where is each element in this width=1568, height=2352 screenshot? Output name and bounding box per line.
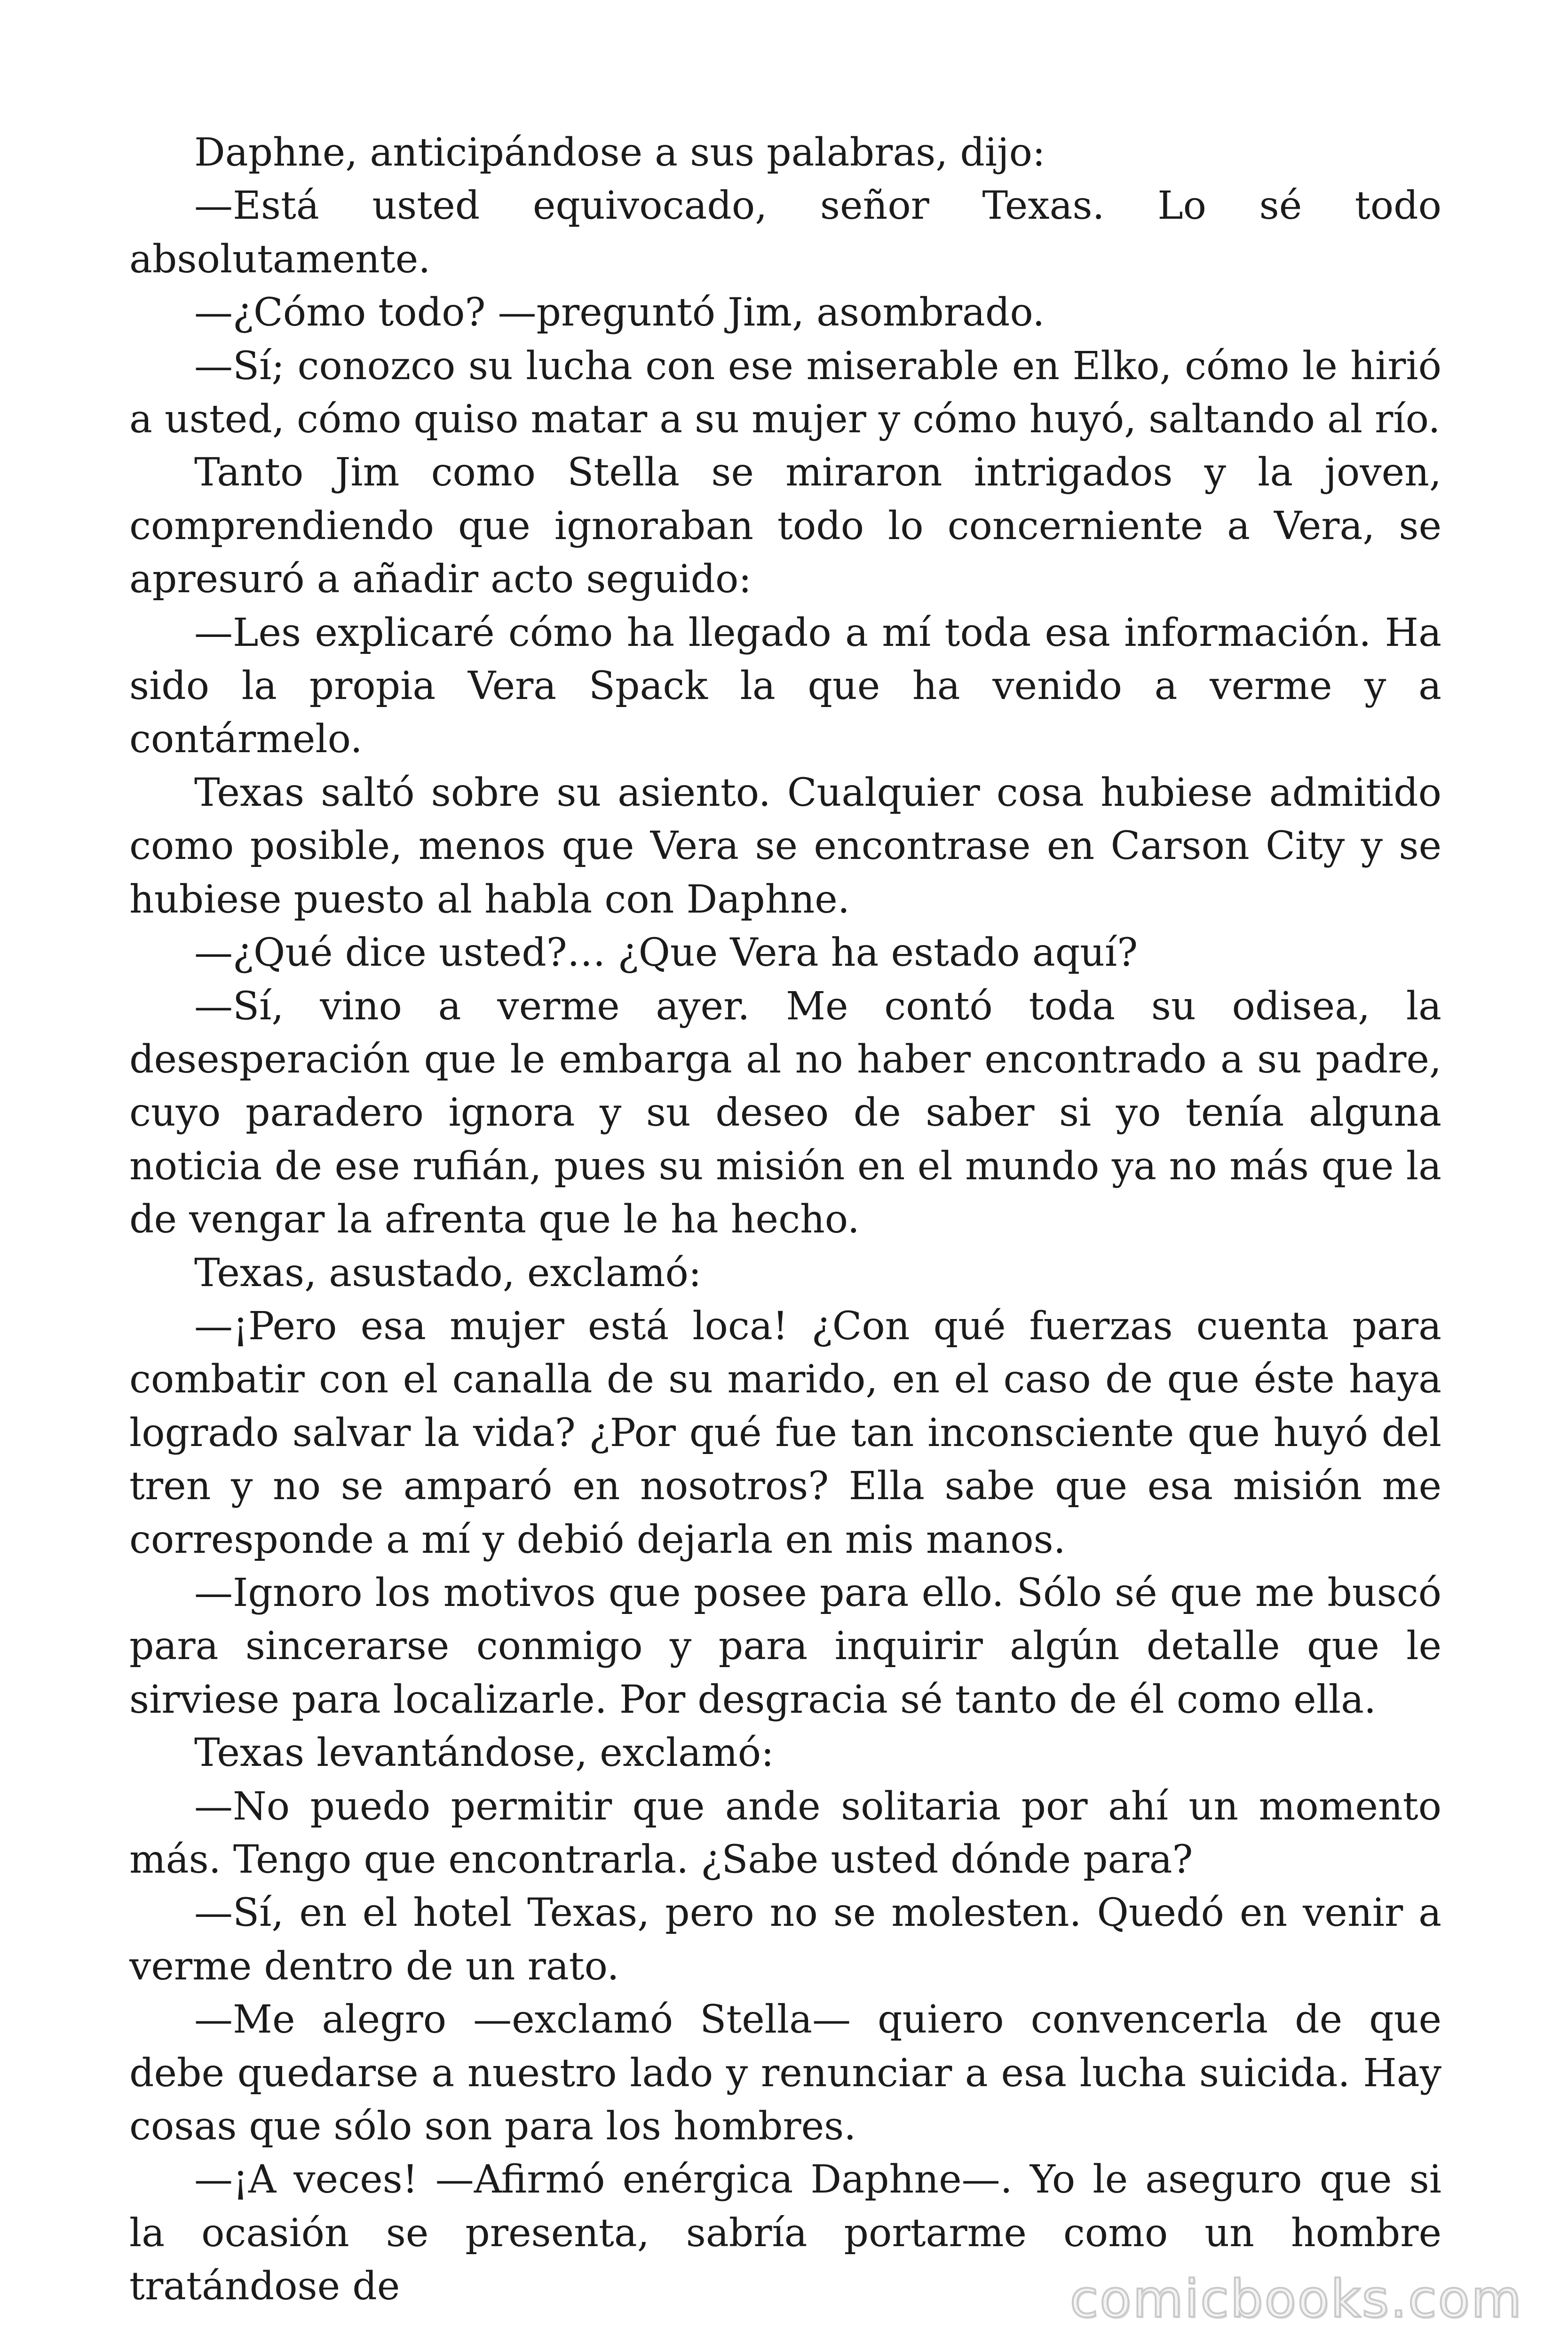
- paragraph: —No puedo permitir que ande solitaria por ahí un momento más. Tengo que encontrarla. ¿Sabe usted dónde para?: [129, 1784, 1441, 1882]
- paragraph: —¡Pero esa mujer está loca! ¿Con qué fuerzas cuenta para combatir con el canalla de su marido, en el caso de que éste haya logrado salvar la vida? ¿Por qué fue tan inconsciente que huyó del tren y no se amparó en nosotros? Ella sabe que esa misión me corresponde a mí y debió dejarla en mis manos.: [129, 1303, 1441, 1562]
- paragraph: —Está usted equivocado, señor Texas. Lo sé todo absolutamente.: [129, 183, 1441, 282]
- paragraph: —Sí, en el hotel Texas, pero no se molesten. Quedó en venir a verme dentro de un rato.: [129, 1891, 1441, 1989]
- paragraph: Texas levantándose, exclamó:: [194, 1731, 774, 1776]
- paragraph: —¿Cómo todo? —preguntó Jim, asombrado.: [194, 290, 1045, 335]
- paragraph: —Me alegro —exclamó Stella— quiero convencerla de que debe quedarse a nuestro lado y renunciar a esa lucha suicida. Hay cosas que sólo son para los hombres.: [129, 1997, 1441, 2149]
- paragraph: —¡A veces! —Afirmó enérgica Daphne—. Yo le aseguro que si la ocasión se presenta, sabría portarme como un hombre tratándose de: [129, 2157, 1441, 2309]
- paragraph: Tanto Jim como Stella se miraron intrigados y la joven, comprendiendo que ignoraban todo lo concerniente a Vera, se apresuró a añadir acto seguido:: [129, 450, 1441, 602]
- paragraph: Texas saltó sobre su asiento. Cualquier cosa hubiese admitido como posible, menos que Vera se encontrase en Carson City y se hubiese puesto al habla con Daphne.: [129, 770, 1441, 922]
- paragraph: Texas, asustado, exclamó:: [194, 1250, 702, 1295]
- paragraph: —Les explicaré cómo ha llegado a mí toda esa información. Ha sido la propia Vera Spack la que ha venido a verme y a contármelo.: [129, 610, 1441, 762]
- paragraph: —¿Qué dice usted?… ¿Que Vera ha estado aquí?: [194, 930, 1138, 976]
- paragraph: Daphne, anticipándose a sus palabras, dijo:: [194, 130, 1045, 175]
- page-text: [129, 126, 1441, 2313]
- watermark: comicbooks.com: [1069, 2269, 1523, 2329]
- paragraph: —Sí; conozco su lucha con ese miserable en Elko, cómo le hirió a usted, cómo quiso matar a su mujer y cómo huyó, saltando al río.: [129, 343, 1441, 442]
- paragraph: —Ignoro los motivos que posee para ello. Sólo sé que me buscó para sincerarse conmigo y para inquirir algún detalle que le sirviese para localizarle. Por desgracia sé tanto de él como ella.: [129, 1570, 1441, 1722]
- paragraph: —Sí, vino a verme ayer. Me contó toda su odisea, la desesperación que le embarga al no haber encontrado a su padre, cuyo paradero ignora y su deseo de saber si yo tenía alguna noticia de ese rufián, pues su misión en el mundo ya no más que la de vengar la afrenta que le ha hecho.: [129, 984, 1441, 1242]
